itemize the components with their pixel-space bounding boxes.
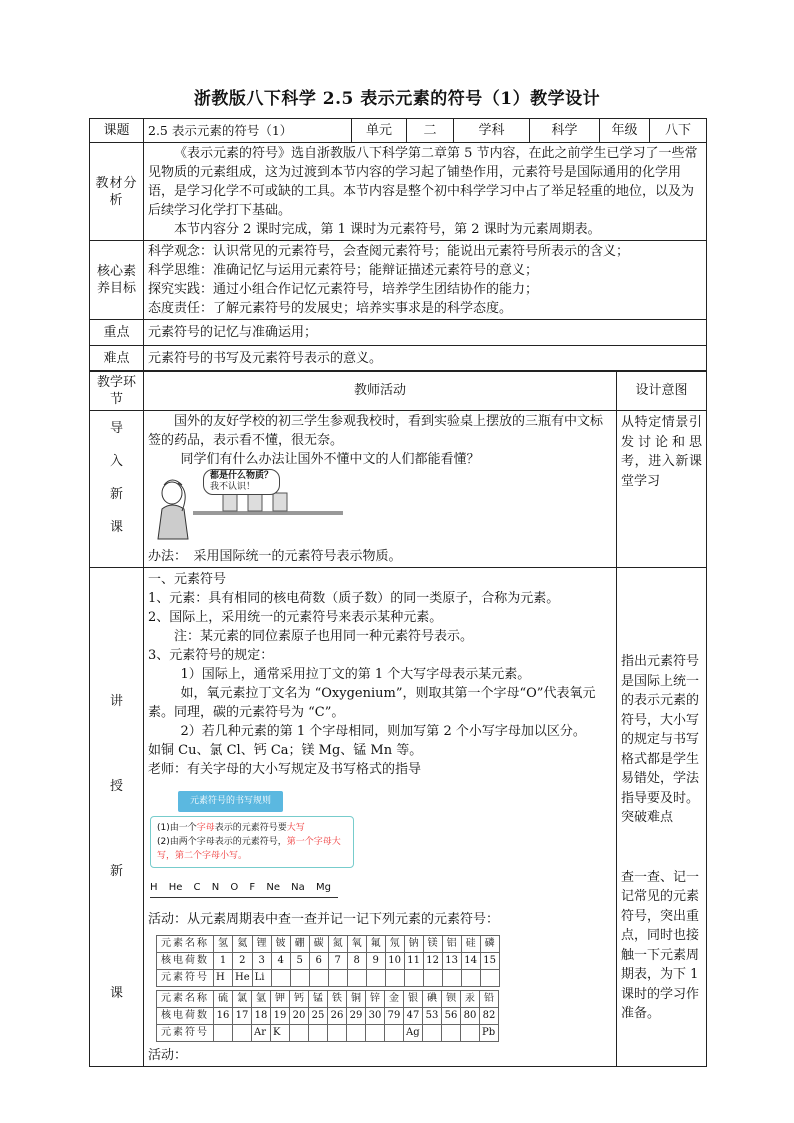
element-name-cell: 汞 [461,991,480,1008]
element-row-label: 核电荷数 [157,1008,214,1025]
element-number-cell: 29 [347,1008,366,1025]
element-name-cell: 磷 [480,936,499,953]
element-name-cell: 氮 [328,936,347,953]
element-name-cell: 碳 [309,936,328,953]
element-symbol-cell [366,1025,385,1042]
element-name-cell: 钠 [404,936,423,953]
element-name-cell: 铍 [271,936,290,953]
element-number-cell: 11 [404,953,423,970]
element-name-cell: 锂 [252,936,271,953]
element-number-cell: 6 [309,953,328,970]
element-number-cell: 25 [309,1008,328,1025]
lesson-info-table [89,118,707,372]
teaching-activity-table [89,370,707,1067]
element-number-cell: 10 [385,953,404,970]
element-table-row [157,953,500,970]
element-number-cell: 16 [214,1008,233,1025]
element-symbol-cell: Li [252,970,271,987]
element-number-cell: 8 [347,953,366,970]
element-number-cell: 82 [480,1008,499,1025]
intro-illustration [148,471,612,545]
element-name-cell: 氩 [252,991,271,1008]
element-name-cell: 铅 [480,991,499,1008]
element-symbol-cell [309,970,328,987]
element-name-cell: 钾 [271,991,290,1008]
element-symbol-cell [442,970,461,987]
element-symbol-cell [347,1025,366,1042]
element-symbol-cell [290,1025,309,1042]
intro-stage: 导 入 新 课 [90,411,144,568]
teacher-header: 教师活动 [144,371,617,411]
grade-label: 年级 [600,119,650,143]
element-name-cell: 铁 [328,991,347,1008]
element-row-label: 元素名称 [157,991,214,1008]
subject-value: 科学 [530,119,600,143]
speech-bubble: 都是什么物质？ 我不认识！ [203,469,280,495]
page-title: 浙教版八下科学 2.5 表示元素的符号（1）教学设计 [193,89,601,109]
analysis-paragraph-2: 本节内容分 2 课时完成，第 1 课时为元素符号，第 2 课时为元素周期表。 [174,222,601,237]
element-number-cell: 15 [480,953,499,970]
element-symbol-cell: He [233,970,253,987]
lecture-line: 老师：有关字母的大小写规定及书写格式的指导 [148,762,422,777]
symbol-writing-row: H He C N O F Ne Na Mg [150,878,338,898]
key-value: 元素符号的记忆与准确运用； [144,320,707,346]
element-name-cell: 硅 [461,936,480,953]
stage-header: 教学环节 [90,371,144,411]
intro-paragraph-1: 国外的友好学校的初三学生参观我校时，看到实验桌上摆放的三瓶有中文标签的药品，表示看不懂，很无奈。 [148,414,604,448]
literacy-line: 态度责任：了解元素符号的发展史；培养实事求是的科学态度。 [148,301,513,316]
element-name-cell: 氖 [385,936,404,953]
lecture-line: 注：某元素的同位素原子也用同一种元素符号表示。 [174,629,474,644]
literacy-line: 科学观念：认识常见的元素符号，会查阅元素符号；能说出元素符号所表示的含义； [148,244,630,259]
element-name-cell: 氢 [214,936,233,953]
element-name-cell: 氧 [347,936,366,953]
element-row-label: 核电荷数 [157,953,214,970]
element-symbol-cell [442,1025,461,1042]
element-number-cell: 53 [423,1008,442,1025]
element-table-row [157,936,500,953]
element-name-cell: 氟 [366,936,385,953]
lecture-line: 如，氧元素拉丁文名为 “Oxygenium”，则取其第一个字母“O”代表氧元素。同理，碳的元素符号为 “C”。 [148,686,596,720]
element-symbol-cell [347,970,366,987]
literacy-line: 科学思维：准确记忆与运用元素符号；能辩证描述元素符号的意义； [148,263,539,278]
element-number-cell: 47 [404,1008,423,1025]
lecture-line: 1、元素：具有相同的核电荷数（质子数）的同一类原子，合称为元素。 [148,591,560,606]
element-number-cell: 4 [271,953,290,970]
lecture-line: 一、元素符号 [148,572,227,587]
element-number-cell: 18 [252,1008,271,1025]
lecture-line: 2、国际上，采用统一的元素符号来表示某种元素。 [148,610,443,625]
subject-label: 学科 [454,119,530,143]
analysis-label: 教材分析 [90,143,144,241]
lecture-line: 3、元素符号的规定： [148,648,274,663]
intro-method: 办法： 采用国际统一的元素符号表示物质。 [148,549,402,564]
element-name-cell: 锌 [366,991,385,1008]
element-symbol-cell [328,970,347,987]
element-symbol-cell [385,1025,404,1042]
element-number-cell: 80 [461,1008,480,1025]
element-number-cell: 56 [442,1008,461,1025]
element-number-cell: 2 [233,953,253,970]
element-name-cell: 碘 [423,991,442,1008]
element-number-cell: 17 [233,1008,252,1025]
element-name-cell: 硼 [290,936,309,953]
intro-intent: 从特定情景引发讨论和思考，进入新课堂学习 [617,411,707,568]
element-number-cell: 1 [214,953,233,970]
element-symbol-cell [423,1025,442,1042]
lecture-stage: 讲 授 新 课 [90,568,144,1067]
element-name-cell: 金 [385,991,404,1008]
element-name-cell: 银 [404,991,423,1008]
element-symbol-cell [309,1025,328,1042]
element-number-cell: 9 [366,953,385,970]
element-symbol-cell [271,970,290,987]
difficulty-label: 难点 [90,346,144,372]
element-table-row [157,1008,499,1025]
element-symbol-cell [423,970,442,987]
element-name-cell: 氯 [233,991,252,1008]
unit-value: 二 [407,119,454,143]
element-symbol-cell: Pb [480,1025,499,1042]
element-table-row [157,991,499,1008]
element-row-label: 元素名称 [157,936,214,953]
element-name-cell: 钡 [442,991,461,1008]
element-name-cell: 硫 [214,991,233,1008]
element-name-cell: 钙 [290,991,309,1008]
element-symbol-cell: Ar [252,1025,271,1042]
unit-label: 单元 [352,119,407,143]
element-table-2 [156,990,499,1042]
topic-label: 课题 [90,119,144,143]
element-symbol-cell [461,970,480,987]
element-symbol-cell [290,970,309,987]
element-symbol-cell [404,970,423,987]
element-symbol-cell [480,970,499,987]
intro-paragraph-2: 同学们有什么办法让国外不懂中文的人们都能看懂？ [180,452,480,467]
element-symbol-cell [233,1025,252,1042]
element-number-cell: 30 [366,1008,385,1025]
element-row-label: 元素符号 [157,970,214,987]
literacy-label: 核心素养目标 [90,241,144,320]
topic-value: 2.5 表示元素的符号（1） [144,119,352,143]
element-symbol-cell [461,1025,480,1042]
element-symbol-cell [366,970,385,987]
element-symbol-cell [328,1025,347,1042]
key-label: 重点 [90,320,144,346]
element-name-cell: 氦 [233,936,253,953]
element-number-cell: 7 [328,953,347,970]
lecture-line: 如铜 Cu、氯 Cl、钙 Ca；镁 Mg、锰 Mn 等。 [148,743,423,758]
element-symbol-cell [214,1025,233,1042]
element-symbol-cell: H [214,970,233,987]
element-row-label: 元素符号 [157,1025,214,1042]
element-name-cell: 锰 [309,991,328,1008]
element-number-cell: 14 [461,953,480,970]
lecture-intent: 指出元素符号是国际上统一的表示元素的符号，大小写的规定与书写格式都是学生易错处，学法指导要及时。突破难点 查一查、记一记常见的元素符号，突出重点，同时也接触一下元素周期表，为下 1 课时的学习作准备。 [617,568,707,1067]
element-table-row [157,970,500,987]
grade-value: 八下 [650,119,707,143]
element-symbol-cell [385,970,404,987]
element-symbol-cell: Ag [404,1025,423,1042]
element-number-cell: 79 [385,1008,404,1025]
activity-instruction: 活动：从元素周期表中查一查并记一记下列元素的元素符号： [148,912,500,927]
analysis-paragraph-1: 《表示元素的符号》选自浙教版八下科学第二章第 5 节内容，在此之前学生已学习了一些常见物质的元素组成，这为过渡到本节内容的学习起了铺垫作用，元素符号是国际通用的化学用语，是学习化学不可或缺的工具。本节内容是整个初中科学学习中占了举足轻重的地位，以及为后续学习化学打下基础。 [148,146,698,218]
element-number-cell: 12 [423,953,442,970]
intent-header: 设计意图 [617,371,707,411]
lecture-line: 1）国际上，通常采用拉丁文的第 1 个大写字母表示某元素。 [180,667,531,682]
element-number-cell: 19 [271,1008,290,1025]
element-number-cell: 3 [252,953,271,970]
element-name-cell: 铜 [347,991,366,1008]
element-name-cell: 铝 [442,936,461,953]
element-name-cell: 镁 [423,936,442,953]
lecture-line: 2）若几种元素的第 1 个字母相同，则加写第 2 个小写字母加以区分。 [180,724,586,739]
element-number-cell: 20 [290,1008,309,1025]
element-number-cell: 26 [328,1008,347,1025]
rule-tag: 元素符号的书写规则 [178,791,283,812]
element-number-cell: 13 [442,953,461,970]
element-table-row [157,1025,499,1042]
activity-2: 活动： [148,1048,188,1063]
rule-box: (1)由一个字母表示的元素符号要大写 (2)由两个字母表示的元素符号，第一个字母大写，第二个字母小写。 [150,816,354,868]
element-number-cell: 5 [290,953,309,970]
element-table-1 [156,935,500,987]
difficulty-value: 元素符号的书写及元素符号表示的意义。 [144,346,707,372]
literacy-line: 探究实践：通过小组合作记忆元素符号，培养学生团结协作的能力； [148,282,539,297]
element-symbol-cell: K [271,1025,290,1042]
